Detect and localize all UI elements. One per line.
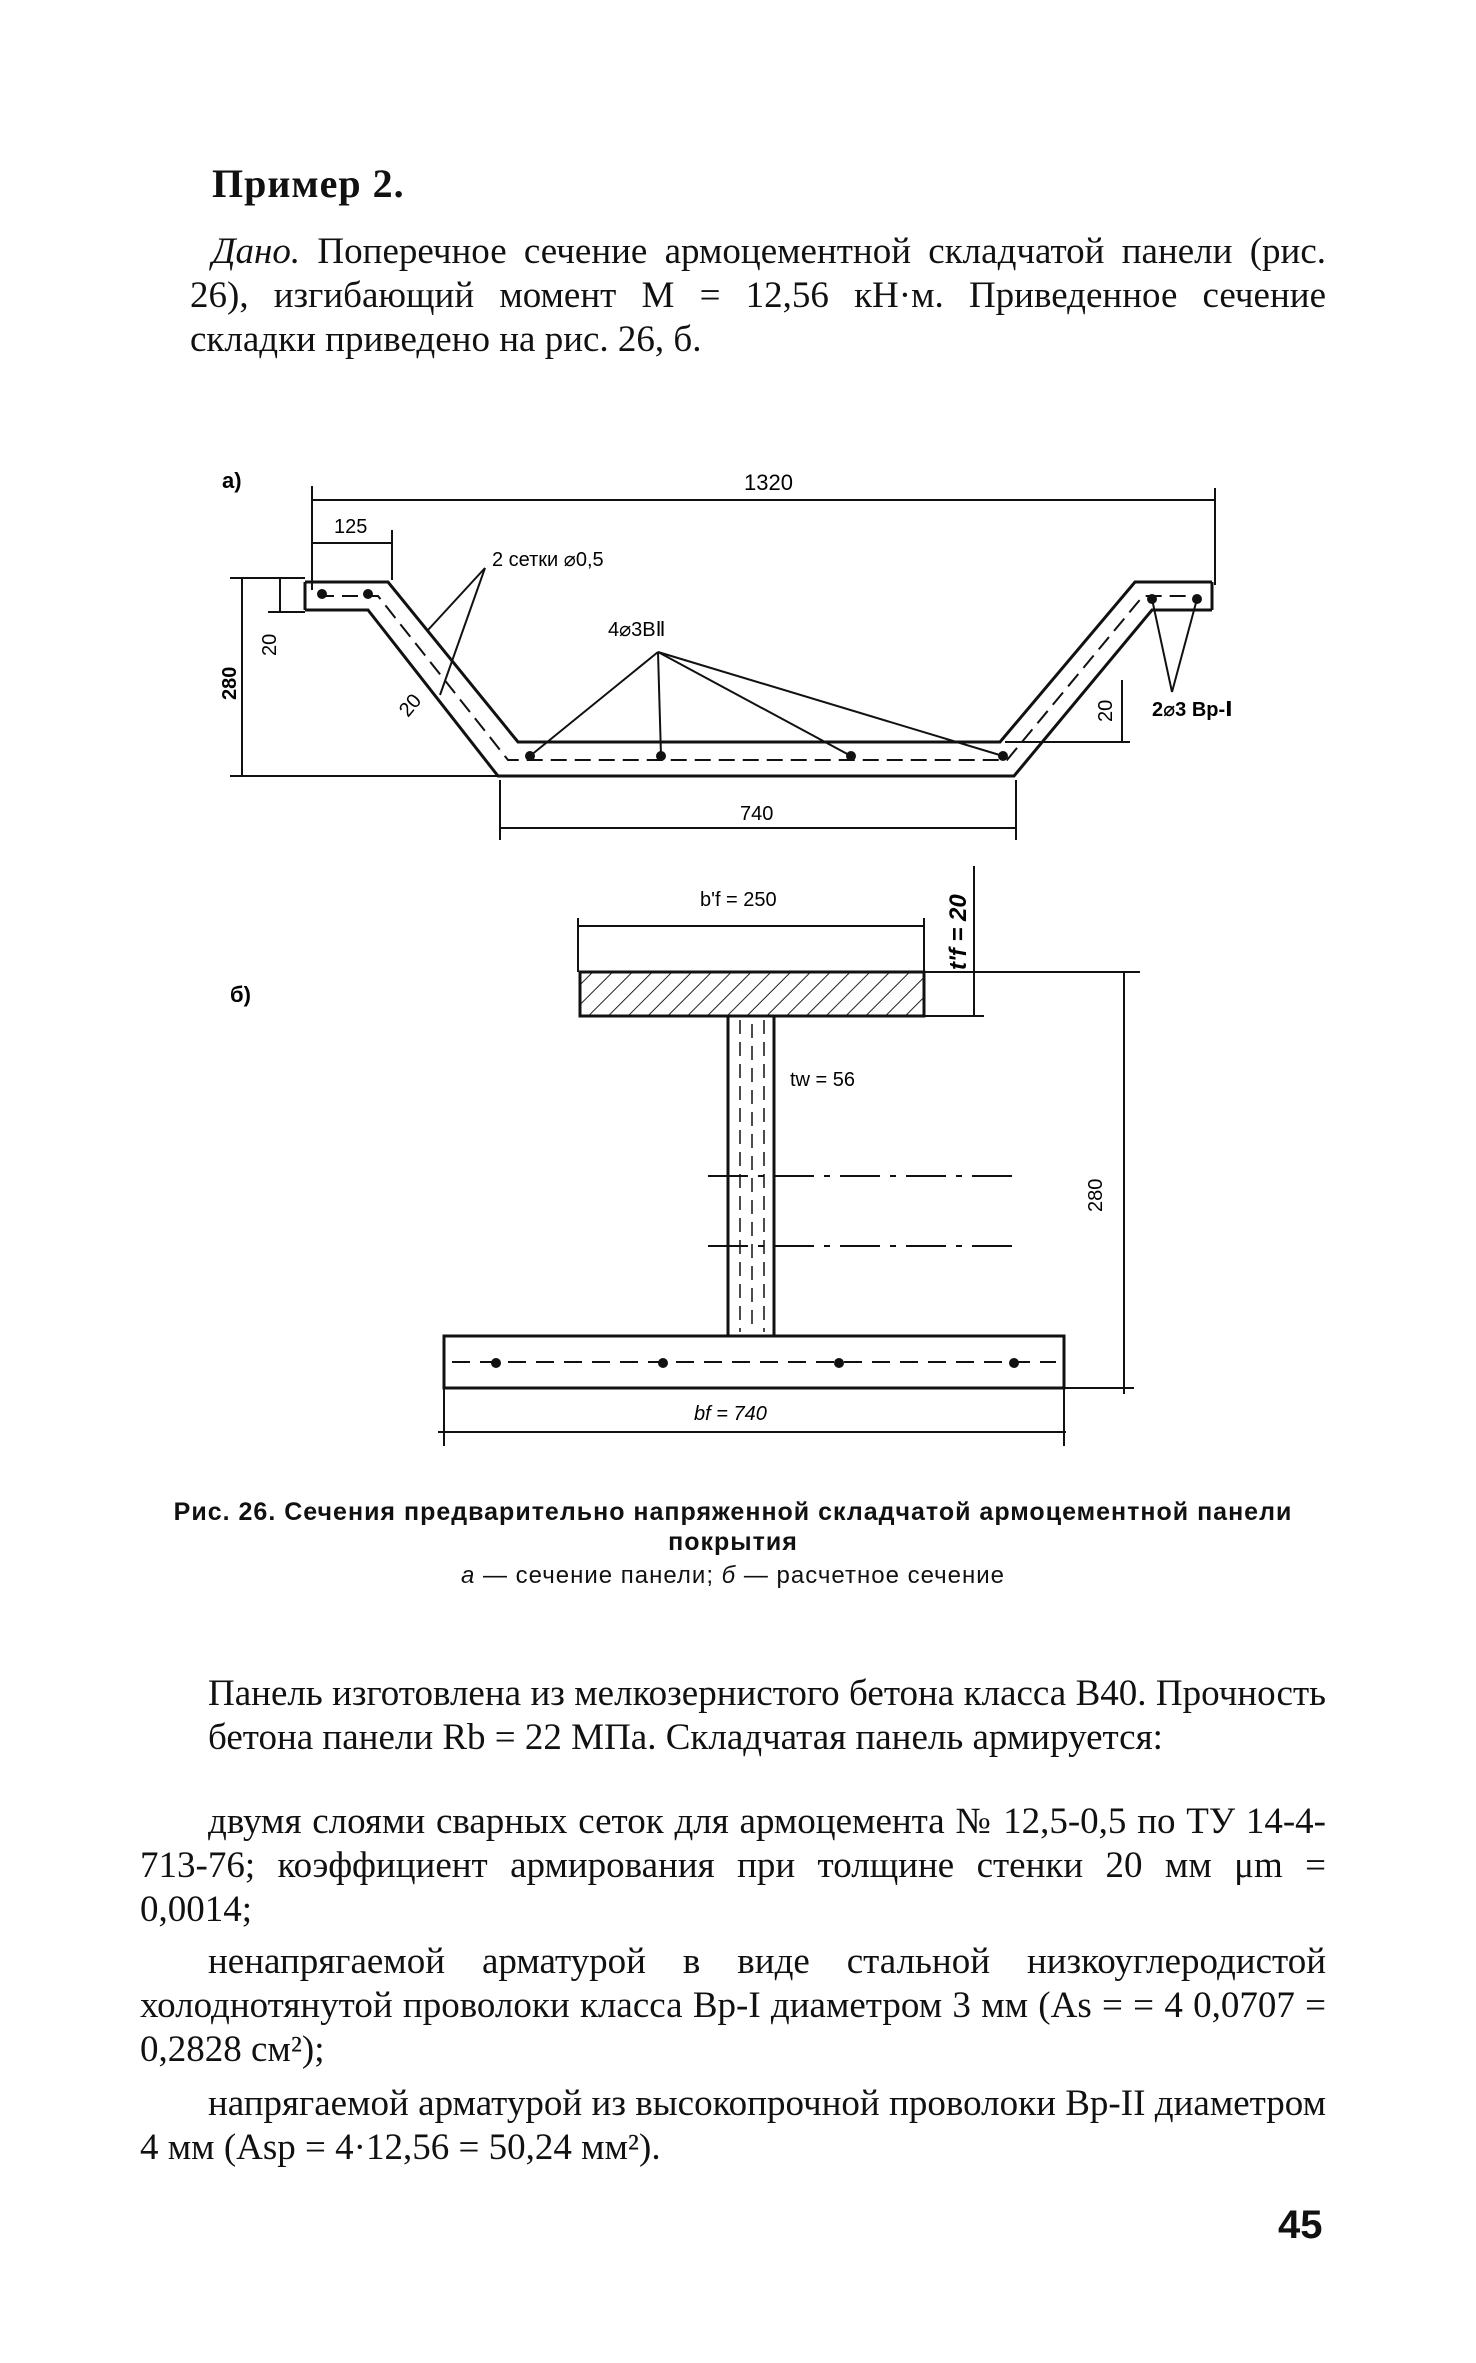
note-mesh: 2 сетки ⌀0,5 xyxy=(492,549,604,571)
body-paragraph-4: напрягаемой арматурой из высокопрочной проволоки Вр-II диаметром 4 мм (Asp = 4·12,56 = 50,24 мм²). xyxy=(140,2083,1326,2168)
panel-a-label: а) xyxy=(222,468,242,493)
figure-caption-legend xyxy=(138,1562,1328,1590)
body-paragraph-3: ненапрягаемой арматурой в виде стальной низкоуглеродистой холоднотянутой проволоки класса Вр-I диаметром 3 мм (As = = 4 0,0707 = 0,2828 см²); xyxy=(140,1941,1326,2070)
legend-b-text: — расчетное сечение xyxy=(736,1562,1005,1589)
dim-tw-label: tw = 56 xyxy=(790,1069,856,1091)
dim-20-right-label: 20 xyxy=(1095,699,1117,722)
dim-bf-top-label: b'f = 250 xyxy=(700,889,777,911)
dim-1320-label: 1320 xyxy=(744,470,793,495)
dim-20-left-label: 20 xyxy=(259,633,281,656)
given-lead: Дано. xyxy=(212,231,301,272)
dim-bf-top xyxy=(578,918,924,972)
dim-740-label: 740 xyxy=(740,803,774,825)
dim-bf-bottom-label: bf = 740 xyxy=(694,1403,767,1425)
folded-panel-outline xyxy=(305,582,1212,776)
body-paragraph-1: Панель изготовлена из мелкозернистого бетона класса В40. Прочность бетона панели Rb = 22 МПа. Складчатая панель армируется: xyxy=(208,1673,1326,1758)
dim-280-b-label: 280 xyxy=(1085,1178,1107,1212)
dim-280-label: 280 xyxy=(219,666,241,700)
legend-b-letter: б xyxy=(721,1562,737,1589)
top-flange xyxy=(580,972,924,1016)
mesh-leaders xyxy=(428,568,485,695)
dim-20-slope-label: 20 xyxy=(394,690,427,722)
body-paragraph-2: двумя слоями сварных сеток для армоцемента № 12,5-0,5 по ТУ 14-4-713-76; коэффициент армирования при толщине стенки 20 мм μm = 0,0014; xyxy=(140,1801,1326,1930)
panel-rebar-dashes xyxy=(318,596,1200,760)
bp-leaders xyxy=(1152,599,1197,692)
figure-caption-title: Рис. 26. Сечения предварительно напряженной складчатой армоцементной панели покрытия xyxy=(173,1498,1293,1556)
given-text: Поперечное сечение армоцементной складчатой панели (рис. 26), изгибающий момент M = 12,56 кН·м. Приведенное сечение складки приведено на рис. 26, б. xyxy=(190,231,1326,360)
example-heading: Пример 2. xyxy=(212,161,405,206)
legend-a-text: — сечение панели; xyxy=(475,1562,722,1589)
page-number: 45 xyxy=(1278,2203,1323,2247)
panel-b-label: б) xyxy=(230,982,251,1007)
strand-leaders xyxy=(530,652,1003,756)
dim-tf-label: t'f = 20 xyxy=(945,894,972,970)
dim-1320 xyxy=(312,486,1215,590)
note-strands: 4⌀3ВⅡ xyxy=(608,619,666,641)
panel-rebar-dots xyxy=(317,589,1202,761)
dim-125-label: 125 xyxy=(334,516,368,538)
note-bp1: 2⌀3 Вр-Ⅰ xyxy=(1152,699,1233,721)
legend-a-letter: а xyxy=(460,1562,476,1589)
